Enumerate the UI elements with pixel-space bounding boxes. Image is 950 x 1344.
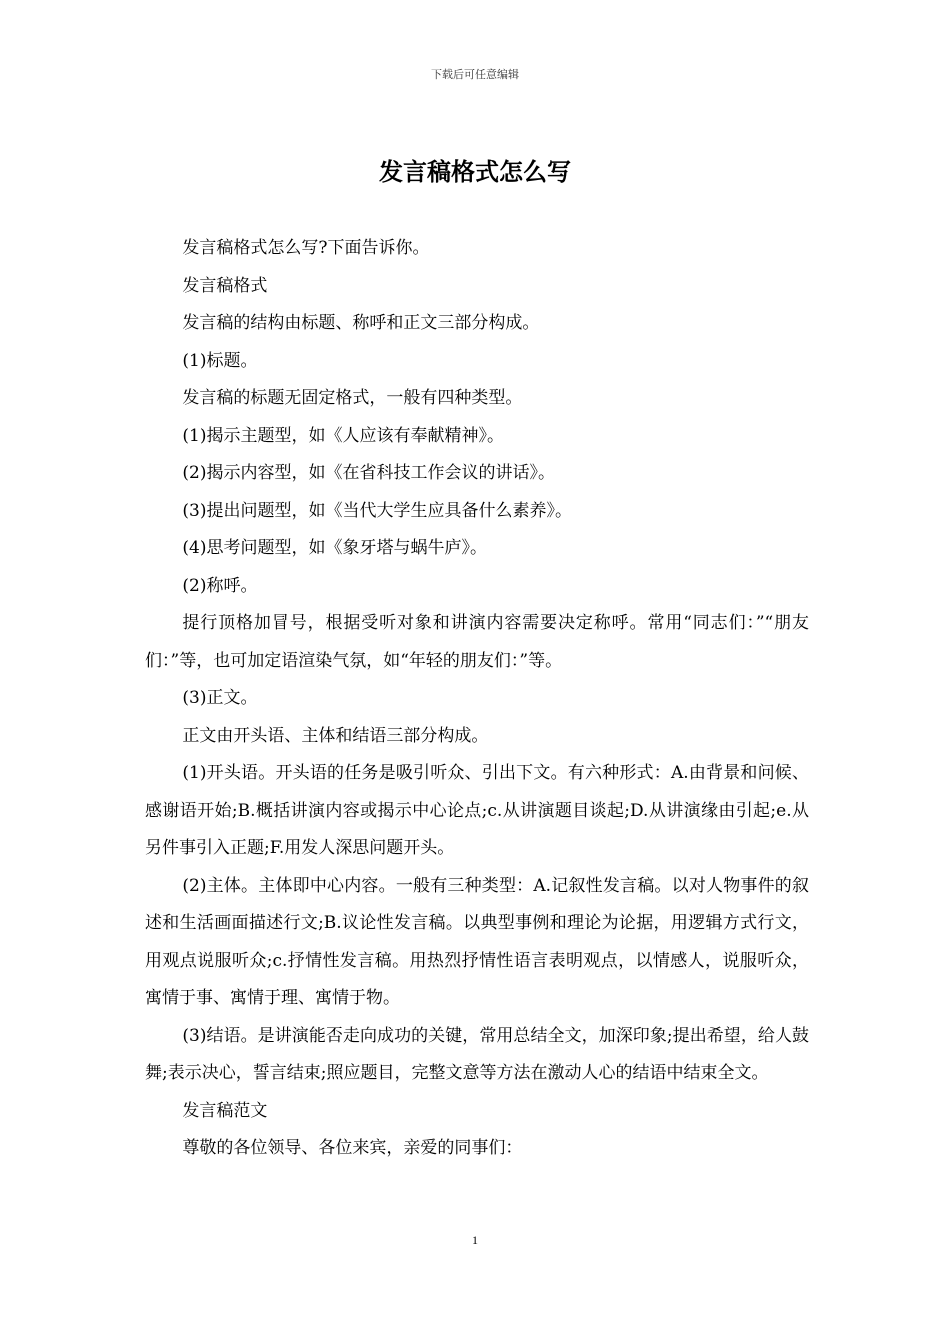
list-item: (3)提出问题型，如《当代大学生应具备什么素养》。 — [182, 500, 572, 521]
paragraph: 发言稿的标题无固定格式，一般有四种类型。 — [182, 388, 523, 408]
paragraph: (3)结语。是讲演能否走向成功的关键，常用总结全文，加深印象;提出希望，给人鼓舞;表示决心，誓言结束;照应题目，完整文意等方法在激动人心的结语中结束全文。 — [145, 1025, 809, 1083]
paragraph: 发言稿格式怎么写?下面告诉你。 — [182, 238, 430, 258]
sub-heading: (2)称呼。 — [182, 575, 258, 596]
paragraph: (2)主体。主体即中心内容。一般有三种类型：A.记叙性发言稿。以对人物事件的叙述和生活画面描述行文;B.议论性发言稿。以典型事例和理论为论据，用逻辑方式行文，用观点说服听众;c.抒情性发言稿。用热烈抒情性语言表明观点，以情感人，说服听众，寓情于事、寓情于理、寓情于物。 — [145, 875, 809, 1008]
section-heading: 发言稿范文 — [182, 1100, 268, 1121]
salutation: 尊敬的各位领导、各位来宾，亲爱的同事们： — [182, 1138, 523, 1158]
document-body — [145, 230, 809, 1168]
paragraph: 发言稿的结构由标题、称呼和正文三部分构成。 — [182, 313, 540, 333]
list-item: (4)思考问题型，如《象牙塔与蜗牛庐》。 — [182, 538, 487, 558]
list-item: (1)揭示主题型，如《人应该有奉献精神》。 — [182, 425, 504, 446]
paragraph: 正文由开头语、主体和结语三部分构成。 — [182, 725, 489, 746]
sub-heading: (1)标题。 — [182, 350, 258, 371]
paragraph: 提行顶格加冒号，根据受听对象和讲演内容需要决定称呼。常用“同志们：”“朋友们：”等，也可加定语渲染气氛，如“年轻的朋友们：”等。 — [145, 613, 809, 671]
header-note: 下载后可任意编辑 — [431, 68, 519, 81]
sub-heading: (3)正文。 — [182, 688, 258, 708]
section-heading: 发言稿格式 — [182, 275, 268, 296]
paragraph: (1)开头语。开头语的任务是吸引听众、引出下文。有六种形式：A.由背景和问候、感谢语开始;B.概括讲演内容或揭示中心论点;c.从讲演题目谈起;D.从讲演缘由引起;e.从另件事引入正题;F.用发人深思问题开头。 — [145, 763, 809, 858]
document-title: 发言稿格式怎么写 — [379, 158, 571, 186]
list-item: (2)揭示内容型，如《在省科技工作会议的讲话》。 — [182, 463, 555, 483]
page-number: 1 — [472, 1233, 478, 1247]
